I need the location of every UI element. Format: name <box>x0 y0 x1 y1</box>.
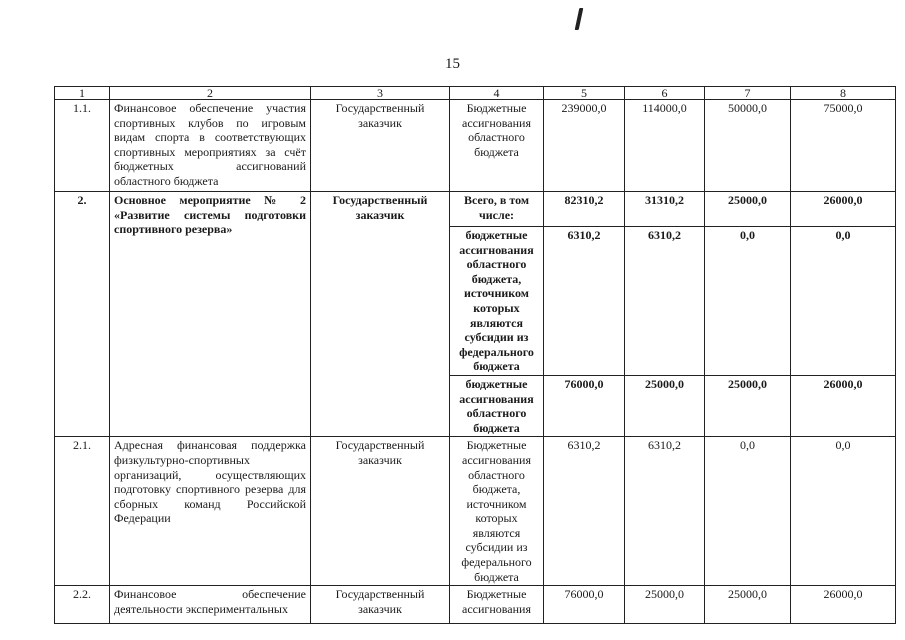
measure-name: Финансовое обеспечение деятельности экспериментальных <box>110 586 311 624</box>
scan-mark <box>575 8 584 30</box>
value-col8: 26000,0 <box>791 586 896 624</box>
funding-source: Всего, в том числе: <box>450 192 544 227</box>
row-number: 2.1. <box>55 437 110 586</box>
column-number-row <box>55 87 896 100</box>
value-col7: 0,0 <box>705 227 791 376</box>
table-row <box>55 192 896 227</box>
value-col5: 76000,0 <box>544 375 625 436</box>
funding-source: Бюджетные ассигнования областного бюджета, источником которых являются субсидии из федерального бюджета <box>450 437 544 586</box>
column-header: 3 <box>311 87 450 100</box>
executor: Государственный заказчик <box>311 192 450 437</box>
measure-name: Основное мероприятие № 2 «Развитие системы подготовки спортивного резерва» <box>110 192 311 437</box>
table-row <box>55 100 896 192</box>
value-col7: 50000,0 <box>705 100 791 192</box>
executor: Государственный заказчик <box>311 586 450 624</box>
page-number: 15 <box>445 56 460 72</box>
measure-name: Финансовое обеспечение участия спортивных клубов по игровым видам спорта в соответствующих спортивных мероприятиях за счёт бюджетных ассигнований областного бюджета <box>110 100 311 192</box>
value-col6: 31310,2 <box>625 192 705 227</box>
value-col7: 25000,0 <box>705 586 791 624</box>
value-col5: 6310,2 <box>544 227 625 376</box>
column-header: 4 <box>450 87 544 100</box>
row-number: 2. <box>55 192 110 437</box>
column-header: 2 <box>110 87 311 100</box>
value-col6: 25000,0 <box>625 375 705 436</box>
value-col6: 25000,0 <box>625 586 705 624</box>
row-number: 2.2. <box>55 586 110 624</box>
row-number: 1.1. <box>55 100 110 192</box>
measure-name: Адресная финансовая поддержка физкультурно-спортивных организаций, осуществляющих подготовку спортивного резерва для сборных команд Российской Федерации <box>110 437 311 586</box>
column-header: 8 <box>791 87 896 100</box>
value-col5: 82310,2 <box>544 192 625 227</box>
value-col6: 6310,2 <box>625 227 705 376</box>
funding-source: бюджетные ассигнования областного бюджета <box>450 375 544 436</box>
value-col8: 0,0 <box>791 227 896 376</box>
funding-source: Бюджетные ассигнования <box>450 586 544 624</box>
value-col7: 25000,0 <box>705 192 791 227</box>
value-col5: 6310,2 <box>544 437 625 586</box>
column-header: 5 <box>544 87 625 100</box>
executor: Государственный заказчик <box>311 100 450 192</box>
value-col8: 75000,0 <box>791 100 896 192</box>
column-header: 1 <box>55 87 110 100</box>
value-col6: 6310,2 <box>625 437 705 586</box>
funding-source: Бюджетные ассигнования областного бюджета <box>450 100 544 192</box>
table-row <box>55 437 896 586</box>
budget-table <box>54 86 896 624</box>
value-col5: 76000,0 <box>544 586 625 624</box>
column-header: 7 <box>705 87 791 100</box>
value-col8: 0,0 <box>791 437 896 586</box>
value-col7: 0,0 <box>705 437 791 586</box>
value-col7: 25000,0 <box>705 375 791 436</box>
value-col5: 239000,0 <box>544 100 625 192</box>
column-header: 6 <box>625 87 705 100</box>
value-col8: 26000,0 <box>791 192 896 227</box>
executor: Государственный заказчик <box>311 437 450 586</box>
funding-source: бюджетные ассигнования областного бюджета, источником которых являются субсидии из федерального бюджета <box>450 227 544 376</box>
value-col6: 114000,0 <box>625 100 705 192</box>
table-row <box>55 586 896 624</box>
value-col8: 26000,0 <box>791 375 896 436</box>
